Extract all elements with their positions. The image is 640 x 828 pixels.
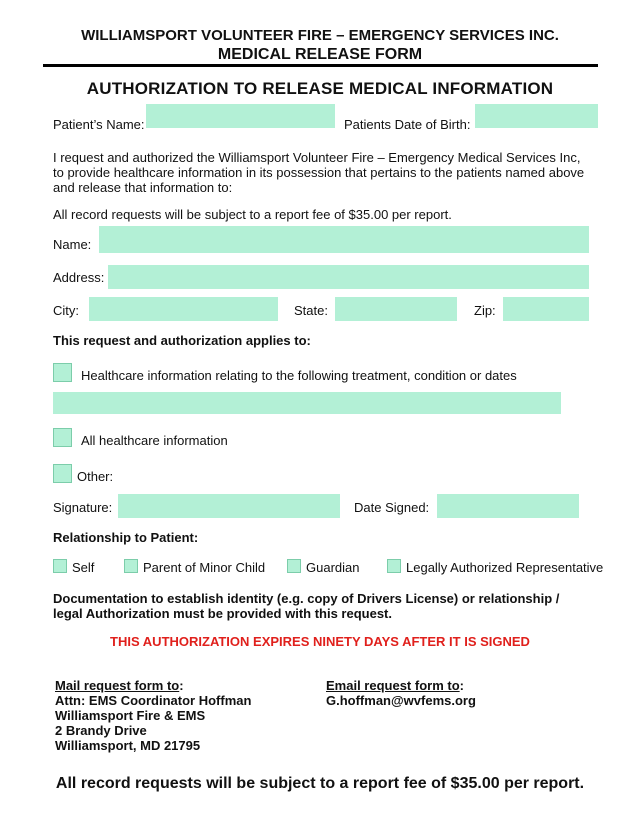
mail-heading: Mail request form to [55, 678, 180, 693]
mail-line: Williamsport Fire & EMS [55, 708, 206, 723]
patient-dob-field[interactable] [475, 104, 598, 128]
signature-label: Signature: [53, 500, 113, 515]
recipient-city-field[interactable] [89, 297, 278, 321]
mail-block: Mail request form to: Attn: EMS Coordinator Hoffman Williamsport Fire & EMS 2 Brandy Drive Williamsport, MD 21795 [55, 678, 252, 753]
date-signed-field[interactable] [437, 494, 579, 518]
page-title: AUTHORIZATION TO RELEASE MEDICAL INFORMATION [86, 79, 554, 98]
relationship-self-checkbox[interactable] [53, 559, 67, 573]
patient-dob-label: Patients Date of Birth: [344, 117, 471, 132]
all-info-checkbox[interactable] [53, 428, 72, 447]
mail-line: 2 Brandy Drive [55, 723, 147, 738]
applies-heading: This request and authorization applies to: [53, 333, 311, 348]
footer-fee-notice: All record requests will be subject to a report fee of $35.00 per report. [55, 775, 585, 792]
relationship-representative-label: Legally Authorized Representative [406, 560, 604, 575]
recipient-state-field[interactable] [335, 297, 457, 321]
mail-line: Attn: EMS Coordinator Hoffman [55, 693, 252, 708]
other-label: Other: [77, 469, 114, 484]
recipient-zip-label: Zip: [474, 303, 496, 318]
signature-field[interactable] [118, 494, 340, 518]
relationship-heading: Relationship to Patient: [53, 530, 199, 545]
treatment-label: Healthcare information relating to the following treatment, condition or dates [81, 368, 517, 383]
fee-notice: All record requests will be subject to a report fee of $35.00 per report. [53, 207, 452, 222]
recipient-city-label: City: [53, 303, 79, 318]
treatment-details-field[interactable] [53, 392, 561, 414]
relationship-self-label: Self [72, 560, 95, 575]
relationship-parent-label: Parent of Minor Child [143, 560, 266, 575]
patient-name-field[interactable] [146, 104, 335, 128]
relationship-guardian-label: Guardian [306, 560, 360, 575]
date-signed-label: Date Signed: [354, 500, 430, 515]
documentation-notice: Documentation to establish identity (e.g. copy of Drivers License) or relationship / legal Authorization must be provided with this request. [53, 591, 560, 621]
recipient-name-field[interactable] [99, 226, 589, 253]
relationship-guardian-checkbox[interactable] [287, 559, 301, 573]
recipient-zip-field[interactable] [503, 297, 589, 321]
recipient-name-label: Name: [53, 237, 92, 252]
header-divider [43, 64, 598, 67]
recipient-state-label: State: [294, 303, 328, 318]
expiration-notice: THIS AUTHORIZATION EXPIRES NINETY DAYS AFTER IT IS SIGNED [110, 634, 530, 649]
recipient-address-label: Address: [53, 270, 105, 285]
relationship-representative-checkbox[interactable] [387, 559, 401, 573]
relationship-parent-checkbox[interactable] [124, 559, 138, 573]
email-address: G.hoffman@wvfems.org [326, 693, 476, 708]
form-title: MEDICAL RELEASE FORM [217, 46, 423, 63]
other-checkbox[interactable] [53, 464, 72, 483]
patient-name-label: Patient’s Name: [53, 117, 145, 132]
treatment-checkbox[interactable] [53, 363, 72, 382]
mail-line: Williamsport, MD 21795 [55, 738, 201, 753]
email-block: Email request form to: G.hoffman@wvfems.org [326, 678, 476, 708]
organization-name: WILLIAMSPORT VOLUNTEER FIRE – EMERGENCY SERVICES INC. [81, 27, 559, 44]
request-paragraph: I request and authorized the Williamsport Volunteer Fire – Emergency Medical Services Inc, to provide healthcare information in its possession that pertains to the patients named above and release that information to: [53, 150, 585, 195]
recipient-address-field[interactable] [108, 265, 589, 289]
email-heading: Email request form to [326, 678, 460, 693]
all-info-label: All healthcare information [81, 433, 228, 448]
